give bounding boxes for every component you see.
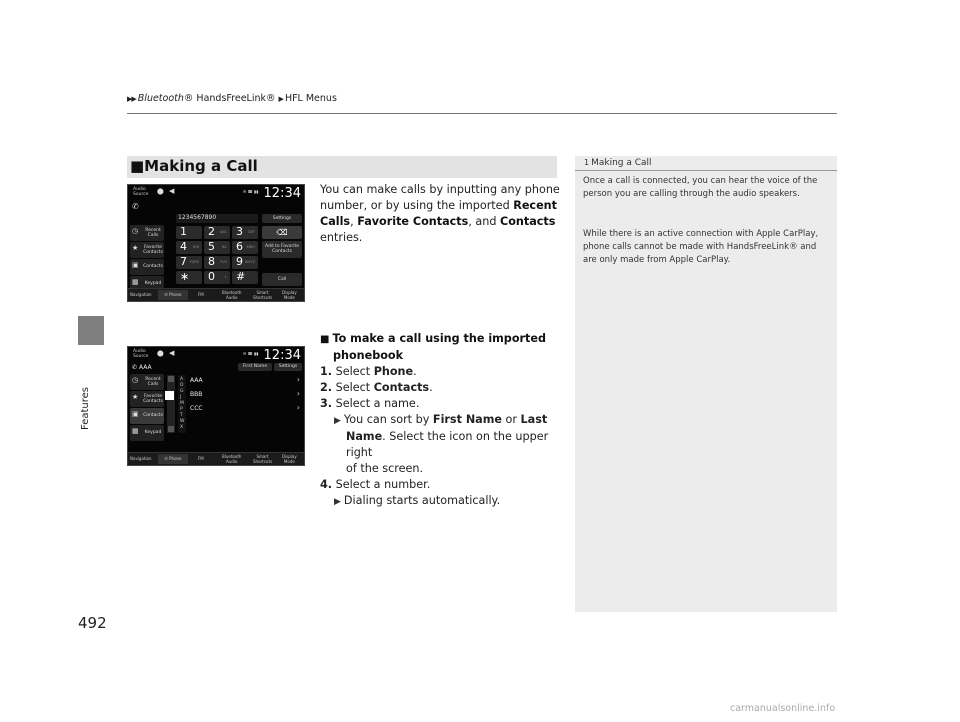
key-digit: 6 — [236, 240, 243, 253]
bluetooth-audio-tab: Bluetooth Audio — [222, 454, 242, 464]
key-letters: + — [224, 275, 227, 279]
key-digit: 7 — [180, 255, 187, 268]
step-2: 2. Select Contacts. — [320, 381, 433, 394]
alphabet-letter: X — [180, 425, 184, 430]
phone-icon: ✆ — [164, 292, 168, 297]
arrow-icon: ▶ — [334, 497, 341, 507]
smart-shortcuts-tab: Smart Shortcuts — [253, 290, 273, 300]
list-item: CCC › — [190, 403, 300, 412]
keypad-key — [232, 271, 258, 284]
key-digit: 4 — [180, 240, 187, 253]
phone-icon: ✆ — [132, 364, 138, 371]
key-letters: PQRS — [189, 260, 199, 264]
breadcrumb — [127, 93, 337, 104]
alphabet-letter: A — [180, 377, 184, 382]
contact-header: ✆ AAA — [132, 364, 152, 371]
page-number: 492 — [78, 614, 107, 632]
step-4-note: ▶ Dialing starts automatically. — [334, 494, 501, 507]
step-3-note: ▶ You can sort by First Name or Last — [334, 413, 548, 426]
status-icons: ✉ ☎ ▮▮ — [243, 189, 259, 194]
sort-first-name-button: First Name — [238, 363, 272, 371]
keypad-screen-illustration — [127, 184, 305, 302]
settings-button: Settings — [262, 214, 302, 223]
keypad-key — [204, 271, 230, 284]
star-icon: ★ — [132, 393, 139, 401]
step-1: 1. Select Phone. — [320, 365, 417, 378]
audio-source-label: Audio Source — [133, 187, 149, 197]
key-digit: 3 — [236, 225, 243, 238]
key-digit: 1 — [180, 225, 187, 238]
backspace-icon: ⌫ — [262, 226, 302, 239]
home-icon: ⬤ — [157, 188, 164, 195]
scroll-down-icon — [168, 426, 174, 432]
breadcrumb-arrow-icon: ▶▶ — [127, 95, 136, 103]
menu-contacts: ▣ Contacts — [130, 259, 164, 275]
step-3: 3. Select a name. — [320, 397, 420, 410]
keypad-key — [176, 241, 202, 254]
key-digit: 8 — [208, 255, 215, 268]
alphabet-letter: M — [180, 401, 184, 406]
arrow-icon: ▶ — [334, 416, 341, 426]
side-note-title: 1 Making a Call — [584, 158, 652, 168]
alphabet-letter: G — [180, 389, 184, 394]
key-digit: 9 — [236, 255, 243, 268]
keypad-key — [232, 226, 258, 239]
chapter-label: Features — [80, 387, 91, 430]
settings-button: Settings — [274, 363, 302, 371]
audio-source-label: Audio Source — [133, 349, 149, 359]
home-icon: ⬤ — [157, 350, 164, 357]
menu-keypad: ▦ Keypad — [130, 425, 164, 441]
alphabet-letter: W — [180, 419, 185, 424]
list-item: AAA › — [190, 375, 300, 384]
intro-line: number, or by using the imported Recent — [320, 199, 557, 212]
chevron-right-icon: › — [296, 389, 300, 398]
volume-icon: ◀ — [169, 349, 175, 357]
side-note-paragraph: Once a call is connected, you can hear the voice of the person you are calling through the audio speakers. — [583, 176, 818, 199]
keypad-icon: ▦ — [132, 278, 139, 286]
scrollbar — [167, 375, 175, 433]
key-letters: JKL — [221, 245, 227, 249]
alphabet-letter: P — [180, 407, 183, 412]
keypad-key — [204, 226, 230, 239]
key-digit: # — [236, 270, 246, 283]
side-note-panel — [575, 156, 837, 612]
smart-shortcuts-tab: Smart Shortcuts — [253, 454, 273, 464]
header-divider — [127, 113, 837, 114]
clock: 12:34 — [263, 348, 301, 363]
key-digit: 5 — [208, 240, 215, 253]
volume-icon: ◀ — [169, 187, 175, 195]
key-letters: GHI — [192, 245, 199, 249]
clock-icon: ◷ — [132, 376, 139, 384]
phone-icon: ✆ — [164, 456, 168, 461]
key-letters: TUV — [219, 260, 227, 264]
scroll-up-icon — [168, 376, 174, 382]
scroll-thumb — [165, 391, 174, 400]
menu-recent-calls: ◷ Recent Calls — [130, 374, 164, 390]
side-note-divider — [575, 170, 837, 171]
contacts-screen-illustration — [127, 346, 305, 466]
keypad-icon: ▦ — [132, 427, 139, 435]
side-note-paragraph: While there is an active connection with Apple CarPlay, phone calls cannot be made with HandsFreeLink® and are only made from Apple CarPlay. — [583, 229, 819, 265]
display-mode-tab: Display Mode — [282, 454, 297, 464]
intro-line: entries. — [320, 231, 363, 244]
keypad-key — [204, 241, 230, 254]
section-title: ■Making a Call — [130, 157, 258, 175]
keypad-key — [176, 256, 202, 269]
step-4: 4. Select a number. — [320, 478, 431, 491]
keypad-key — [204, 256, 230, 269]
status-bar — [128, 185, 305, 200]
breadcrumb-bluetooth: Bluetooth — [137, 93, 184, 104]
keypad-key — [232, 256, 258, 269]
chapter-tab — [78, 316, 104, 345]
keypad-key — [232, 241, 258, 254]
bottom-bar — [128, 452, 305, 465]
step-3-note: Name. Select the icon on the upper right — [346, 430, 549, 459]
key-letters: ABC — [219, 230, 227, 234]
add-to-favorite-button: Add to Favorite Contacts — [262, 241, 302, 258]
intro-line: You can make calls by inputting any phone — [320, 183, 560, 196]
step-3-note: of the screen. — [346, 462, 424, 475]
alphabet-letter: J — [180, 395, 182, 400]
status-icons: ✉ ☎ ▮▮ — [243, 351, 259, 356]
chevron-right-icon: › — [296, 403, 300, 412]
key-letters: DEF — [248, 230, 255, 234]
contacts-icon: ▣ — [132, 410, 139, 418]
number-field: 1234567890 — [176, 214, 258, 223]
phone-icon: ✆ — [132, 202, 139, 211]
chevron-right-icon: › — [296, 375, 300, 384]
fm-tab: FM — [198, 292, 204, 297]
key-digit: 0 — [208, 270, 215, 283]
alphabet-letter: D — [180, 383, 184, 388]
list-item: BBB › — [190, 389, 300, 398]
bluetooth-audio-tab: Bluetooth Audio — [222, 290, 242, 300]
menu-recent-calls: ◷ Recent Calls — [130, 225, 164, 241]
key-letters: WXYZ — [244, 260, 255, 264]
alphabet-letter: T — [180, 413, 183, 418]
key-digit: ∗ — [180, 270, 190, 283]
breadcrumb-part2: HFL Menus — [284, 93, 337, 104]
contacts-icon: ▣ — [132, 261, 139, 269]
key-letters: MNO — [246, 245, 255, 249]
nav-button: Navigation — [130, 456, 152, 461]
nav-button: Navigation — [130, 292, 152, 297]
menu-keypad: ▦ Keypad — [130, 276, 164, 292]
menu-favorite-contacts: ★ Favorite Contacts — [130, 391, 164, 407]
status-bar — [128, 347, 305, 362]
subsection-title: ■ To make a call using the imported phonebook — [320, 332, 546, 362]
section-heading-bar — [127, 156, 557, 178]
steps-list — [320, 364, 562, 510]
watermark: carmanualsonline.info — [730, 703, 836, 714]
keypad-key — [176, 271, 202, 284]
intro-line: Calls, Favorite Contacts, and Contacts — [320, 215, 556, 228]
phone-tab: ✆ Phone — [158, 290, 188, 300]
breadcrumb-arrow-icon: ▶ — [278, 95, 283, 103]
bottom-bar — [128, 288, 305, 301]
menu-contacts: ▣ Contacts — [130, 408, 164, 424]
call-button: Call — [262, 273, 302, 286]
breadcrumb-part1: ® HandsFreeLink® — [183, 93, 276, 104]
fm-tab: FM — [198, 456, 204, 461]
star-icon: ★ — [132, 244, 139, 252]
key-digit: 2 — [208, 225, 215, 238]
menu-favorite-contacts: ★ Favorite Contacts — [130, 242, 164, 258]
alphabet-index — [178, 375, 186, 433]
square-bullet-icon: ■ — [320, 334, 330, 345]
display-mode-tab: Display Mode — [282, 290, 297, 300]
clock-icon: ◷ — [132, 227, 139, 235]
phone-tab: ✆ Phone — [158, 454, 188, 464]
keypad-key — [176, 226, 202, 239]
clock: 12:34 — [263, 186, 301, 201]
